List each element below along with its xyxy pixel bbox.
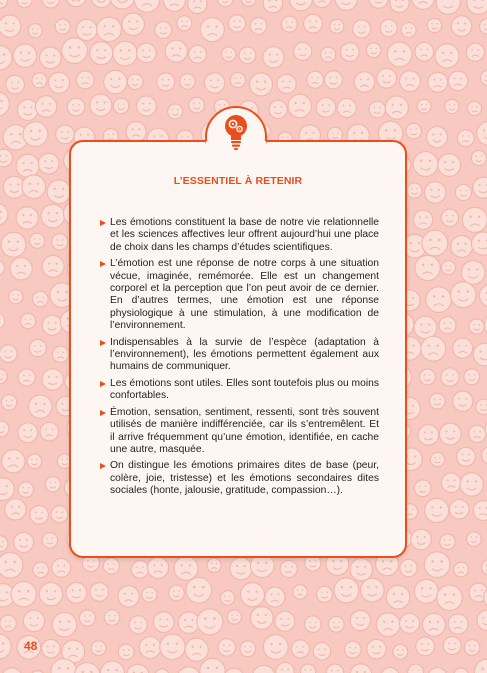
arrow-bullet-icon bbox=[100, 340, 106, 346]
list-item: Indispensables à la survie de l’espèce (adaptation à l’environnement), les émotions permettent également aux humains de communiquer. bbox=[100, 337, 379, 374]
box-title: L’ESSENTIEL À RETENIR bbox=[173, 175, 303, 187]
list-item: Les émotions constituent la base de notre vie relationnelle et les sciences affectives leur offrent aujourd’hui une place de choix dans les champs d’études scientifiques. bbox=[100, 217, 379, 254]
arrow-bullet-icon bbox=[100, 410, 106, 416]
list-item: Émotion, sensation, sentiment, ressenti, sont très souvent utilisés de manière indifférenciée, car ils s’entremêlent. Et il arrive fréquemment qu’une émotion, identifiée, en cache une autre, masquée. bbox=[100, 407, 379, 457]
arrow-bullet-icon bbox=[100, 463, 106, 469]
lightbulb-gears-icon bbox=[222, 113, 250, 153]
page-number: 48 bbox=[24, 639, 38, 653]
arrow-bullet-icon bbox=[100, 220, 106, 226]
list-item: Les émotions sont utiles. Elles sont toutefois plus ou moins confortables. bbox=[100, 378, 379, 403]
list-item: On distingue les émotions primaires dites de base (peur, colère, joie, tristesse) et les émotions secondaires dites sociales (honte, jalousie, gratitude, compassion…). bbox=[100, 460, 379, 497]
arrow-bullet-icon bbox=[100, 261, 106, 267]
list-item: L’émotion est une réponse de notre corps à une situation vécue, imaginée, remémorée. Elle est un changement corporel et la perception que l’on peut avoir de ce dernier. En d’autres termes, une émotion est une réponse physiologique à une stimulation, à une modification de l’environnement. bbox=[100, 258, 379, 332]
key-points-list bbox=[100, 217, 379, 502]
arrow-bullet-icon bbox=[100, 381, 106, 387]
